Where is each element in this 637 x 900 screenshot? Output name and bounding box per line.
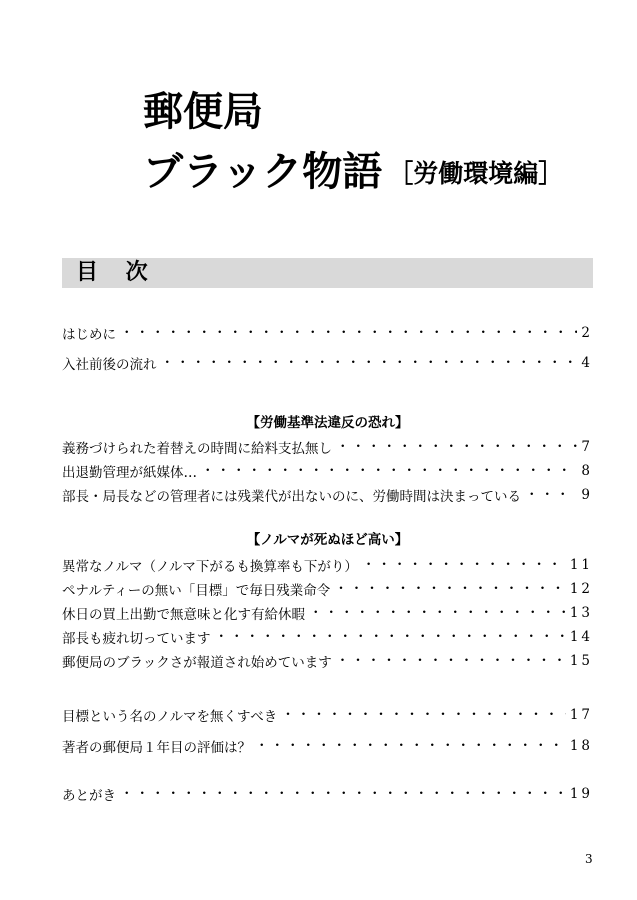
- dot-leader: [120, 783, 566, 805]
- toc-heading: 目 次: [76, 260, 158, 285]
- toc-entry-page: 19: [569, 786, 593, 802]
- toc-entry-page: 11: [569, 557, 593, 573]
- toc-entry-page: 12: [569, 581, 593, 597]
- toc-entry-title: 義務づけられた着替えの時間に給料支払無し: [62, 441, 332, 457]
- toc-entry-page: 14: [569, 629, 593, 645]
- toc-entry-page: 9: [581, 487, 593, 503]
- toc-entry-title: 異常なノルマ（ノルマ下がるも換算率も下がり）: [62, 559, 358, 575]
- toc-entry-title: ペナルティーの無い「目標」で毎日残業命令: [62, 583, 331, 599]
- toc-entry[interactable]: [62, 436, 593, 458]
- toc-entry-title: はじめに: [62, 327, 116, 343]
- toc-entry[interactable]: [62, 352, 593, 374]
- dot-leader: [309, 602, 566, 624]
- toc-entry-title: 目標という名のノルマを無くすべき: [62, 709, 278, 725]
- toc-entry-title: 休日の買上出勤で無意味と化す有給休暇: [62, 607, 305, 623]
- toc-entry-page: 18: [569, 738, 593, 754]
- toc-entry-page: 2: [581, 325, 593, 341]
- toc-entry[interactable]: [62, 484, 593, 506]
- dot-leader: [215, 626, 566, 648]
- dot-leader: [334, 578, 566, 600]
- dot-leader: [525, 484, 577, 506]
- toc-entry-title: 出退勤管理が紙媒体…: [62, 465, 197, 481]
- toc-entry[interactable]: [62, 704, 593, 726]
- toc-entry[interactable]: [62, 554, 593, 576]
- toc-entry[interactable]: [62, 578, 593, 600]
- toc-entry-title: 部長も疲れ切っています: [62, 631, 211, 647]
- dot-leader: [161, 352, 578, 374]
- book-title-main: ブラック物語: [143, 149, 383, 195]
- toc-entry[interactable]: [62, 650, 593, 672]
- toc-entry[interactable]: [62, 322, 593, 344]
- book-subtitle: ［労働環境編］: [388, 159, 564, 188]
- section-heading-labor-law: 【労働基準法違反の恐れ】: [246, 415, 409, 431]
- toc-entry-page: 13: [569, 605, 593, 621]
- dot-leader: [281, 704, 566, 726]
- page-number: 3: [585, 852, 593, 866]
- book-title-line1: 郵便局: [143, 89, 263, 135]
- toc-heading-band: [62, 258, 593, 288]
- toc-entry-title: 著者の郵便局１年目の評価は？: [62, 740, 251, 756]
- toc-entry-title: 入社前後の流れ: [62, 357, 157, 373]
- dot-leader: [336, 650, 566, 672]
- dot-leader: [362, 554, 566, 576]
- toc-entry-page: 7: [581, 439, 593, 455]
- dot-leader: [120, 322, 577, 344]
- toc-entry-title: 部長・局長などの管理者には残業代が出ないのに、労働時間は決まっている: [62, 489, 521, 505]
- toc-entry[interactable]: [62, 602, 593, 624]
- toc-entry[interactable]: [62, 460, 593, 482]
- toc-entry-title: あとがき: [62, 788, 116, 804]
- section-heading-quota: 【ノルマが死ぬほど高い】: [246, 532, 409, 548]
- toc-entry-page: 17: [569, 707, 593, 723]
- toc-entry[interactable]: [62, 783, 593, 805]
- dot-leader: [255, 735, 566, 757]
- toc-entry-page: 15: [569, 653, 593, 669]
- toc-entry-page: 8: [581, 463, 593, 479]
- toc-entry-title: 郵便局のブラックさが報道され始めています: [62, 655, 332, 671]
- toc-entry[interactable]: [62, 735, 593, 757]
- book-title-line2: [143, 144, 563, 202]
- toc-entry-page: 4: [581, 355, 593, 371]
- dot-leader: [336, 436, 577, 458]
- dot-leader: [201, 460, 577, 482]
- toc-entry[interactable]: [62, 626, 593, 648]
